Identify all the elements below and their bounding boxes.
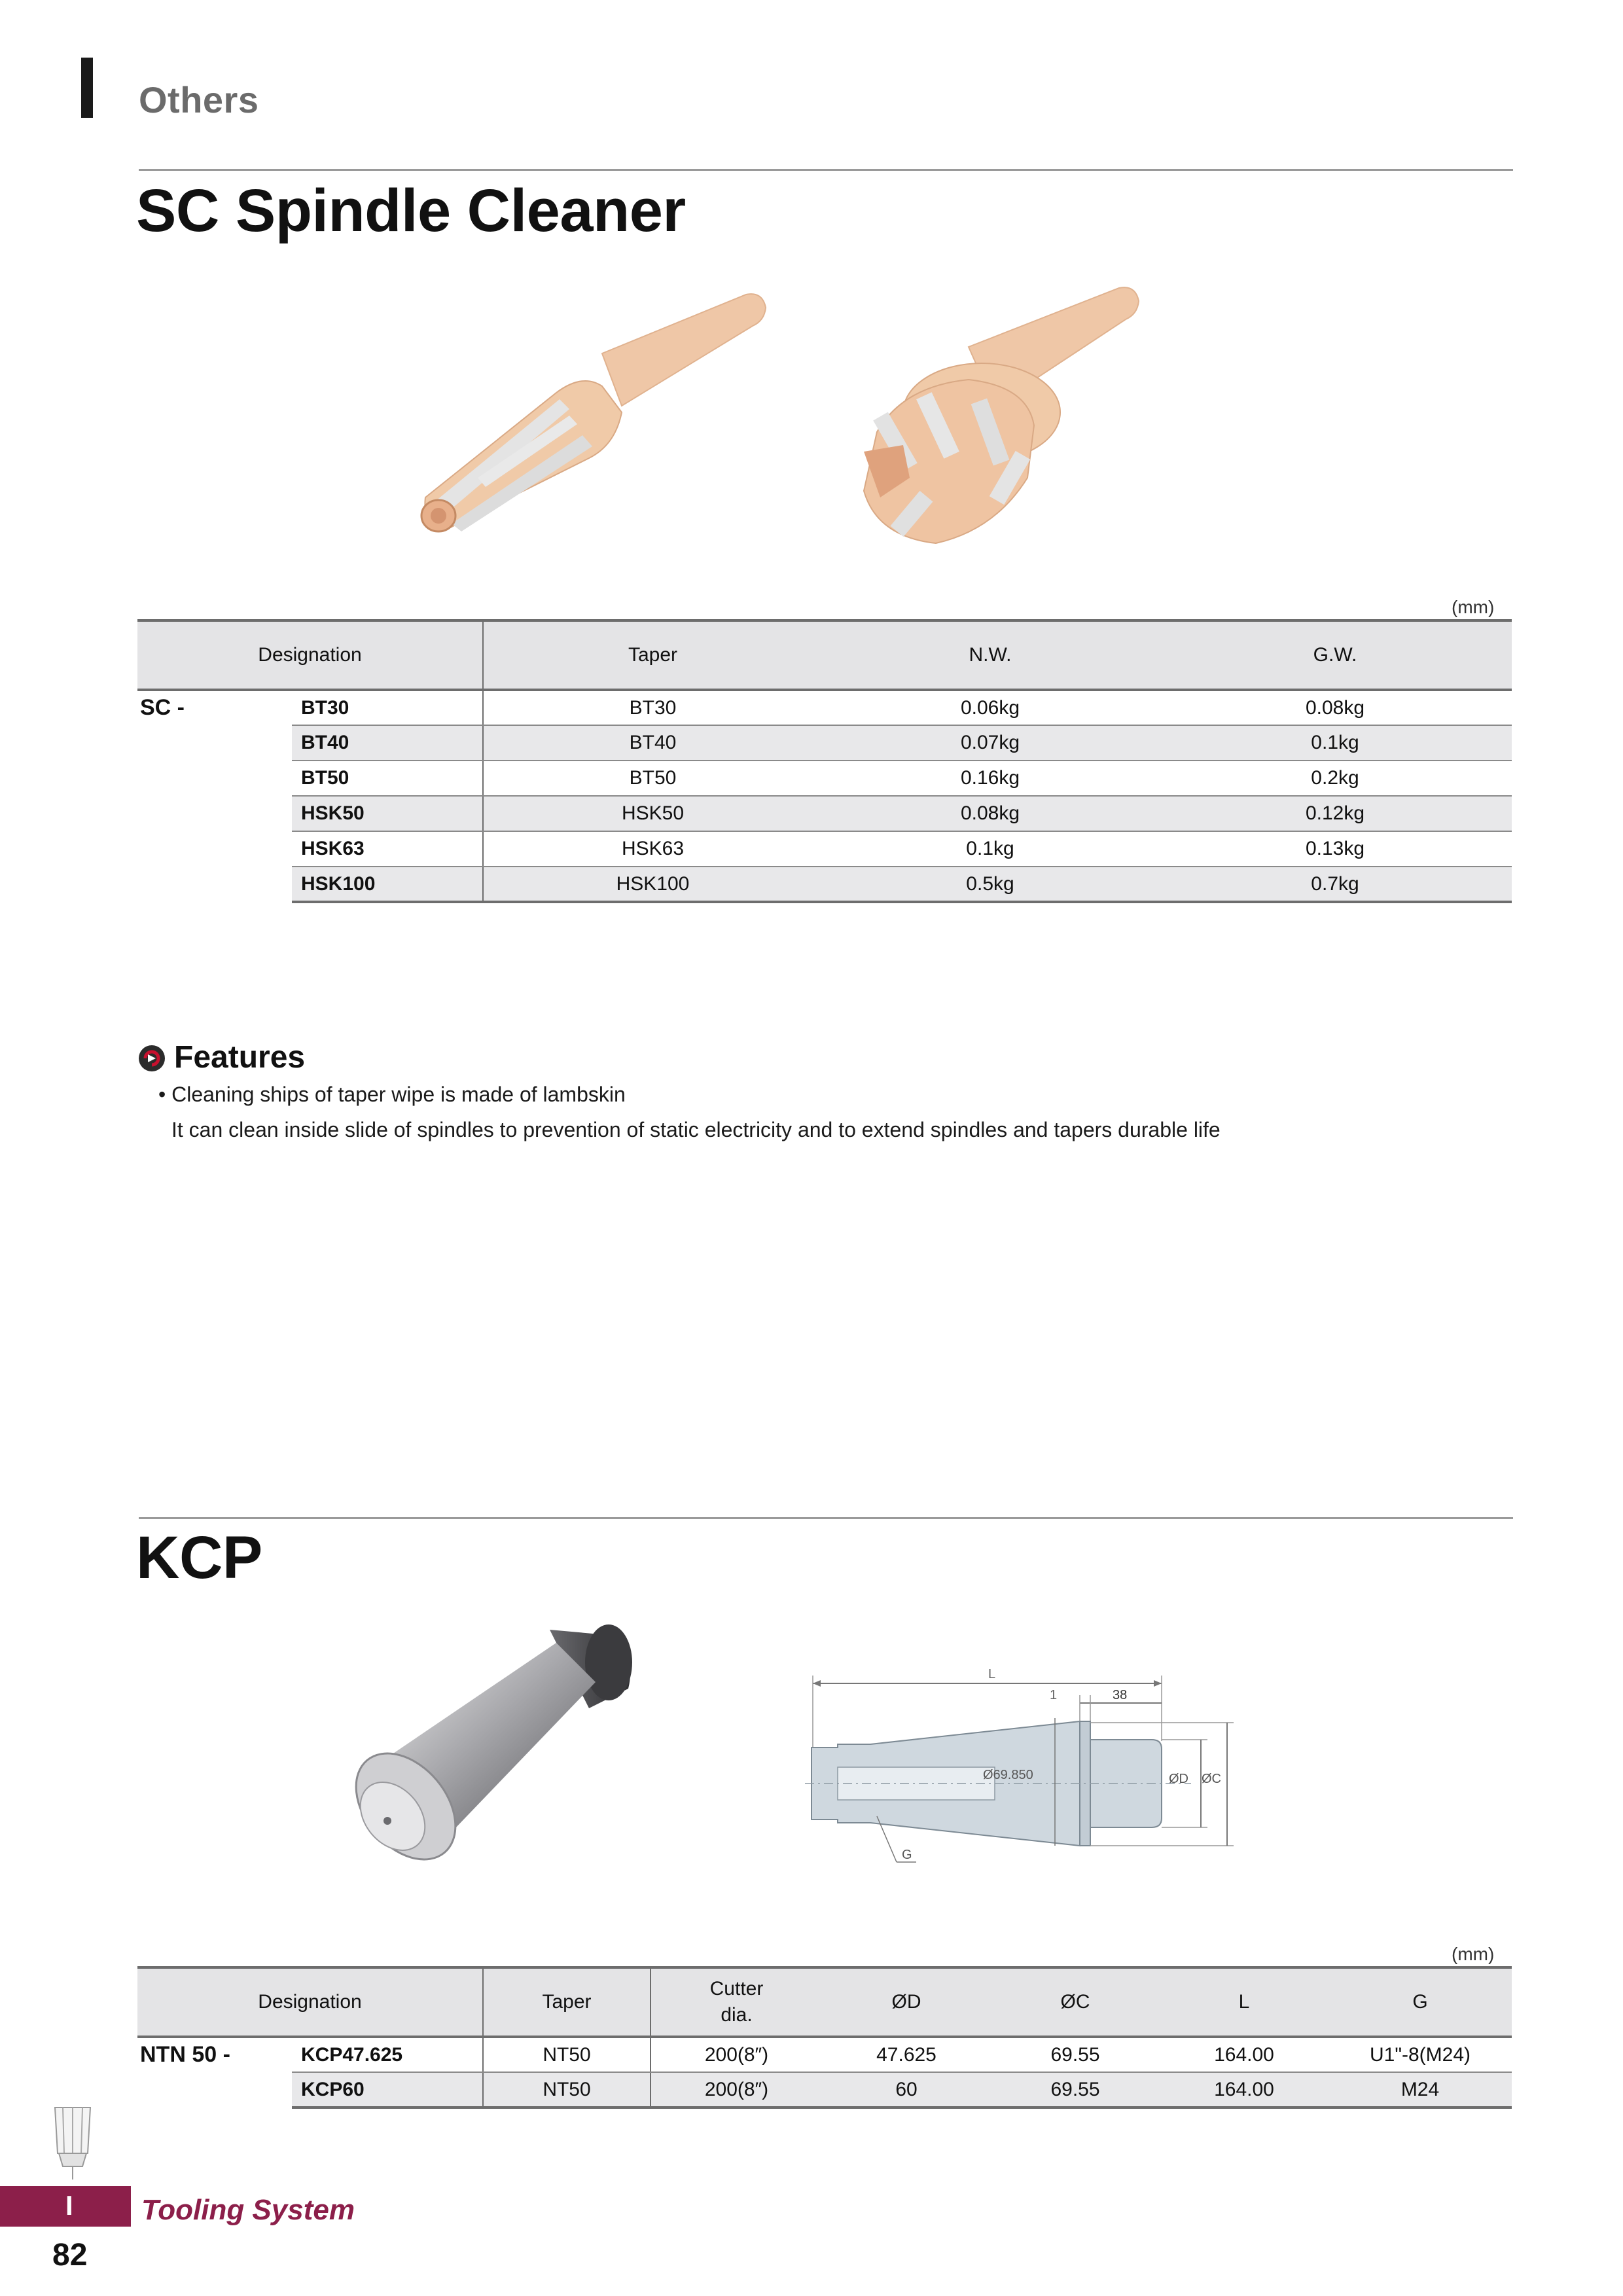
col-c: ØC (991, 1967, 1160, 2037)
row-nw: 0.06kg (822, 690, 1158, 725)
col-cutter-dia: Cutter dia. (651, 1967, 822, 2037)
features-title: Features (174, 1040, 306, 1075)
row-g: U1"-8(M24) (1329, 2037, 1512, 2072)
row-c: 69.55 (991, 2037, 1160, 2072)
kcp-title: KCP (136, 1524, 262, 1591)
kcp-technical-drawing (798, 1649, 1270, 1892)
row-taper: HSK50 (483, 796, 822, 831)
col-nw: N.W. (822, 620, 1158, 690)
row-l: 164.00 (1160, 2037, 1329, 2072)
table-row (137, 761, 1512, 796)
row-cutter: 200(8″) (651, 2072, 822, 2108)
row-taper: BT30 (483, 690, 822, 725)
row-taper: HSK63 (483, 831, 822, 867)
dim-C-label: ØC (1202, 1772, 1221, 1786)
row-gw: 0.1kg (1158, 725, 1512, 761)
kcp-spec-table (137, 1966, 1512, 2109)
row-taper: NT50 (483, 2072, 651, 2108)
table-row (137, 867, 1512, 902)
collet-icon (50, 2101, 96, 2179)
row-code: BT40 (292, 725, 483, 761)
feature-line-1: • Cleaning ships of taper wipe is made of lambskin (158, 1083, 626, 1106)
row-code: BT50 (292, 761, 483, 796)
kcp-unit: (mm) (1452, 1944, 1495, 1964)
row-taper: BT50 (483, 761, 822, 796)
sc-unit: (mm) (1452, 597, 1495, 617)
row-gw: 0.08kg (1158, 690, 1512, 725)
col-taper: Taper (483, 1967, 651, 2037)
col-g: G (1329, 1967, 1512, 2037)
row-c: 69.55 (991, 2072, 1160, 2108)
page-number: 82 (52, 2238, 88, 2272)
table-row (137, 831, 1512, 867)
sc-hsk-cleaner-image (864, 287, 1139, 543)
row-code: HSK63 (292, 831, 483, 867)
sc-product-image (406, 281, 1165, 556)
sc-spec-table (137, 619, 1512, 903)
row-code: KCP47.625 (292, 2037, 483, 2072)
dim-D-label: ØD (1169, 1772, 1188, 1786)
footer-label: Tooling System (141, 2194, 355, 2226)
row-taper: NT50 (483, 2037, 651, 2072)
row-nw: 0.1kg (822, 831, 1158, 867)
row-code: KCP60 (292, 2072, 483, 2108)
section-label: Others (139, 79, 259, 120)
col-gw: G.W. (1158, 620, 1512, 690)
dim-L-label: L (988, 1667, 996, 1681)
dim-1-label: 1 (1050, 1688, 1058, 1702)
kcp-table-header (137, 1967, 1512, 2037)
row-nw: 0.5kg (822, 867, 1158, 902)
table-row (137, 2037, 1512, 2072)
table-row (137, 2072, 1512, 2108)
row-d: 60 (822, 2072, 991, 2108)
row-taper: BT40 (483, 725, 822, 761)
kcp-product-image (347, 1617, 654, 1878)
dim-G-label: G (902, 1848, 912, 1862)
row-nw: 0.16kg (822, 761, 1158, 796)
row-l: 164.00 (1160, 2072, 1329, 2108)
row-gw: 0.13kg (1158, 831, 1512, 867)
table-row (137, 796, 1512, 831)
row-nw: 0.08kg (822, 796, 1158, 831)
sc-taper-cleaner-image (421, 294, 766, 531)
row-gw: 0.2kg (1158, 761, 1512, 796)
series-label: NTN 50 - (140, 2042, 230, 2067)
row-gw: 0.12kg (1158, 796, 1512, 831)
row-code: HSK50 (292, 796, 483, 831)
arrow-circle-icon (137, 1044, 166, 1073)
dim-38-label: 38 (1113, 1688, 1128, 1702)
row-d: 47.625 (822, 2037, 991, 2072)
section-rule (139, 169, 1513, 171)
row-cutter: 200(8″) (651, 2037, 822, 2072)
footer-chapter: I (65, 2190, 73, 2221)
row-taper: HSK100 (483, 867, 822, 902)
section-marker (81, 58, 93, 118)
sc-table-header (137, 620, 1512, 690)
series-label: SC - (140, 695, 185, 720)
col-taper: Taper (483, 620, 822, 690)
row-code: BT30 (292, 690, 483, 725)
kcp-rule (139, 1517, 1513, 1519)
table-row (137, 690, 1512, 725)
row-g: M24 (1329, 2072, 1512, 2108)
col-designation: Designation (137, 1967, 483, 2037)
col-d: ØD (822, 1967, 991, 2037)
feature-line-2: It can clean inside slide of spindles to prevention of static electricity and to extend spindles and tapers durable life (171, 1118, 1221, 1141)
row-gw: 0.7kg (1158, 867, 1512, 902)
col-l: L (1160, 1967, 1329, 2037)
col-designation: Designation (137, 620, 483, 690)
dim-dia-label: Ø69.850 (983, 1768, 1033, 1782)
sc-title: SC Spindle Cleaner (136, 177, 686, 244)
row-nw: 0.07kg (822, 725, 1158, 761)
table-row (137, 725, 1512, 761)
row-code: HSK100 (292, 867, 483, 902)
